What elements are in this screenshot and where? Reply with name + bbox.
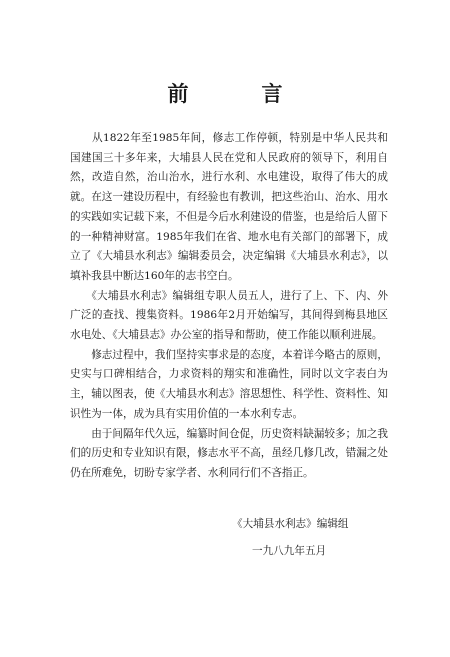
signature-date: 一九八九年五月 (252, 545, 327, 557)
paragraph-4: 由于间隔年代久远，编纂时间仓促，历史资料缺漏较多；加之我们的历史和专业知识有限，修志水平不高，虽经几修几改，错漏之处仍在所难免，切盼专家学者、水利同行们不吝指正。 (70, 427, 388, 479)
paragraph-3: 修志过程中，我们坚持实事求是的态度，本着详今略古的原则，史实与口碑相结合，力求资料的翔实和准确性，同时以文字表白为主，辅以图表，使《大埔县水利志》溶思想性、科学性、资料性、知识性为一体，成为具有实用价值的一本水利专志。 (70, 348, 388, 420)
preface-body (70, 129, 388, 484)
signature-editorial-group: 《大埔县水利志》编辑组 (232, 518, 349, 530)
page-title: 前 言 (167, 81, 309, 106)
paragraph-1: 从1822年至1985年间，修志工作停顿，特别是中华人民共和国建国三十多年来，大埔县人民在党和人民政府的领导下，利用自然，改造自然，治山治水，进行水利、水电建设，取得了伟大的成就。在这一建设历程中，有经验也有教训，把这些治山、治水、用水的实践如实记载下来，不但是今后水利建设的借鉴，也是给后人留下的一种精神财富。1985年我们在省、地水电有关部门的部署下，成立了《大埔县水利志》编辑委员会，决定编辑《大埔县水利志》，以填补我县中断达160年的志书空白。 (70, 132, 388, 282)
paragraph-2: 《大埔县水利志》编辑组专职人员五人，进行了上、下、内、外广泛的查找、搜集资料。1986年2月开始编写，其间得到梅县地区水电处、《大埔县志》办公室的指导和帮助，使工作能以顺利进展。 (70, 289, 388, 342)
